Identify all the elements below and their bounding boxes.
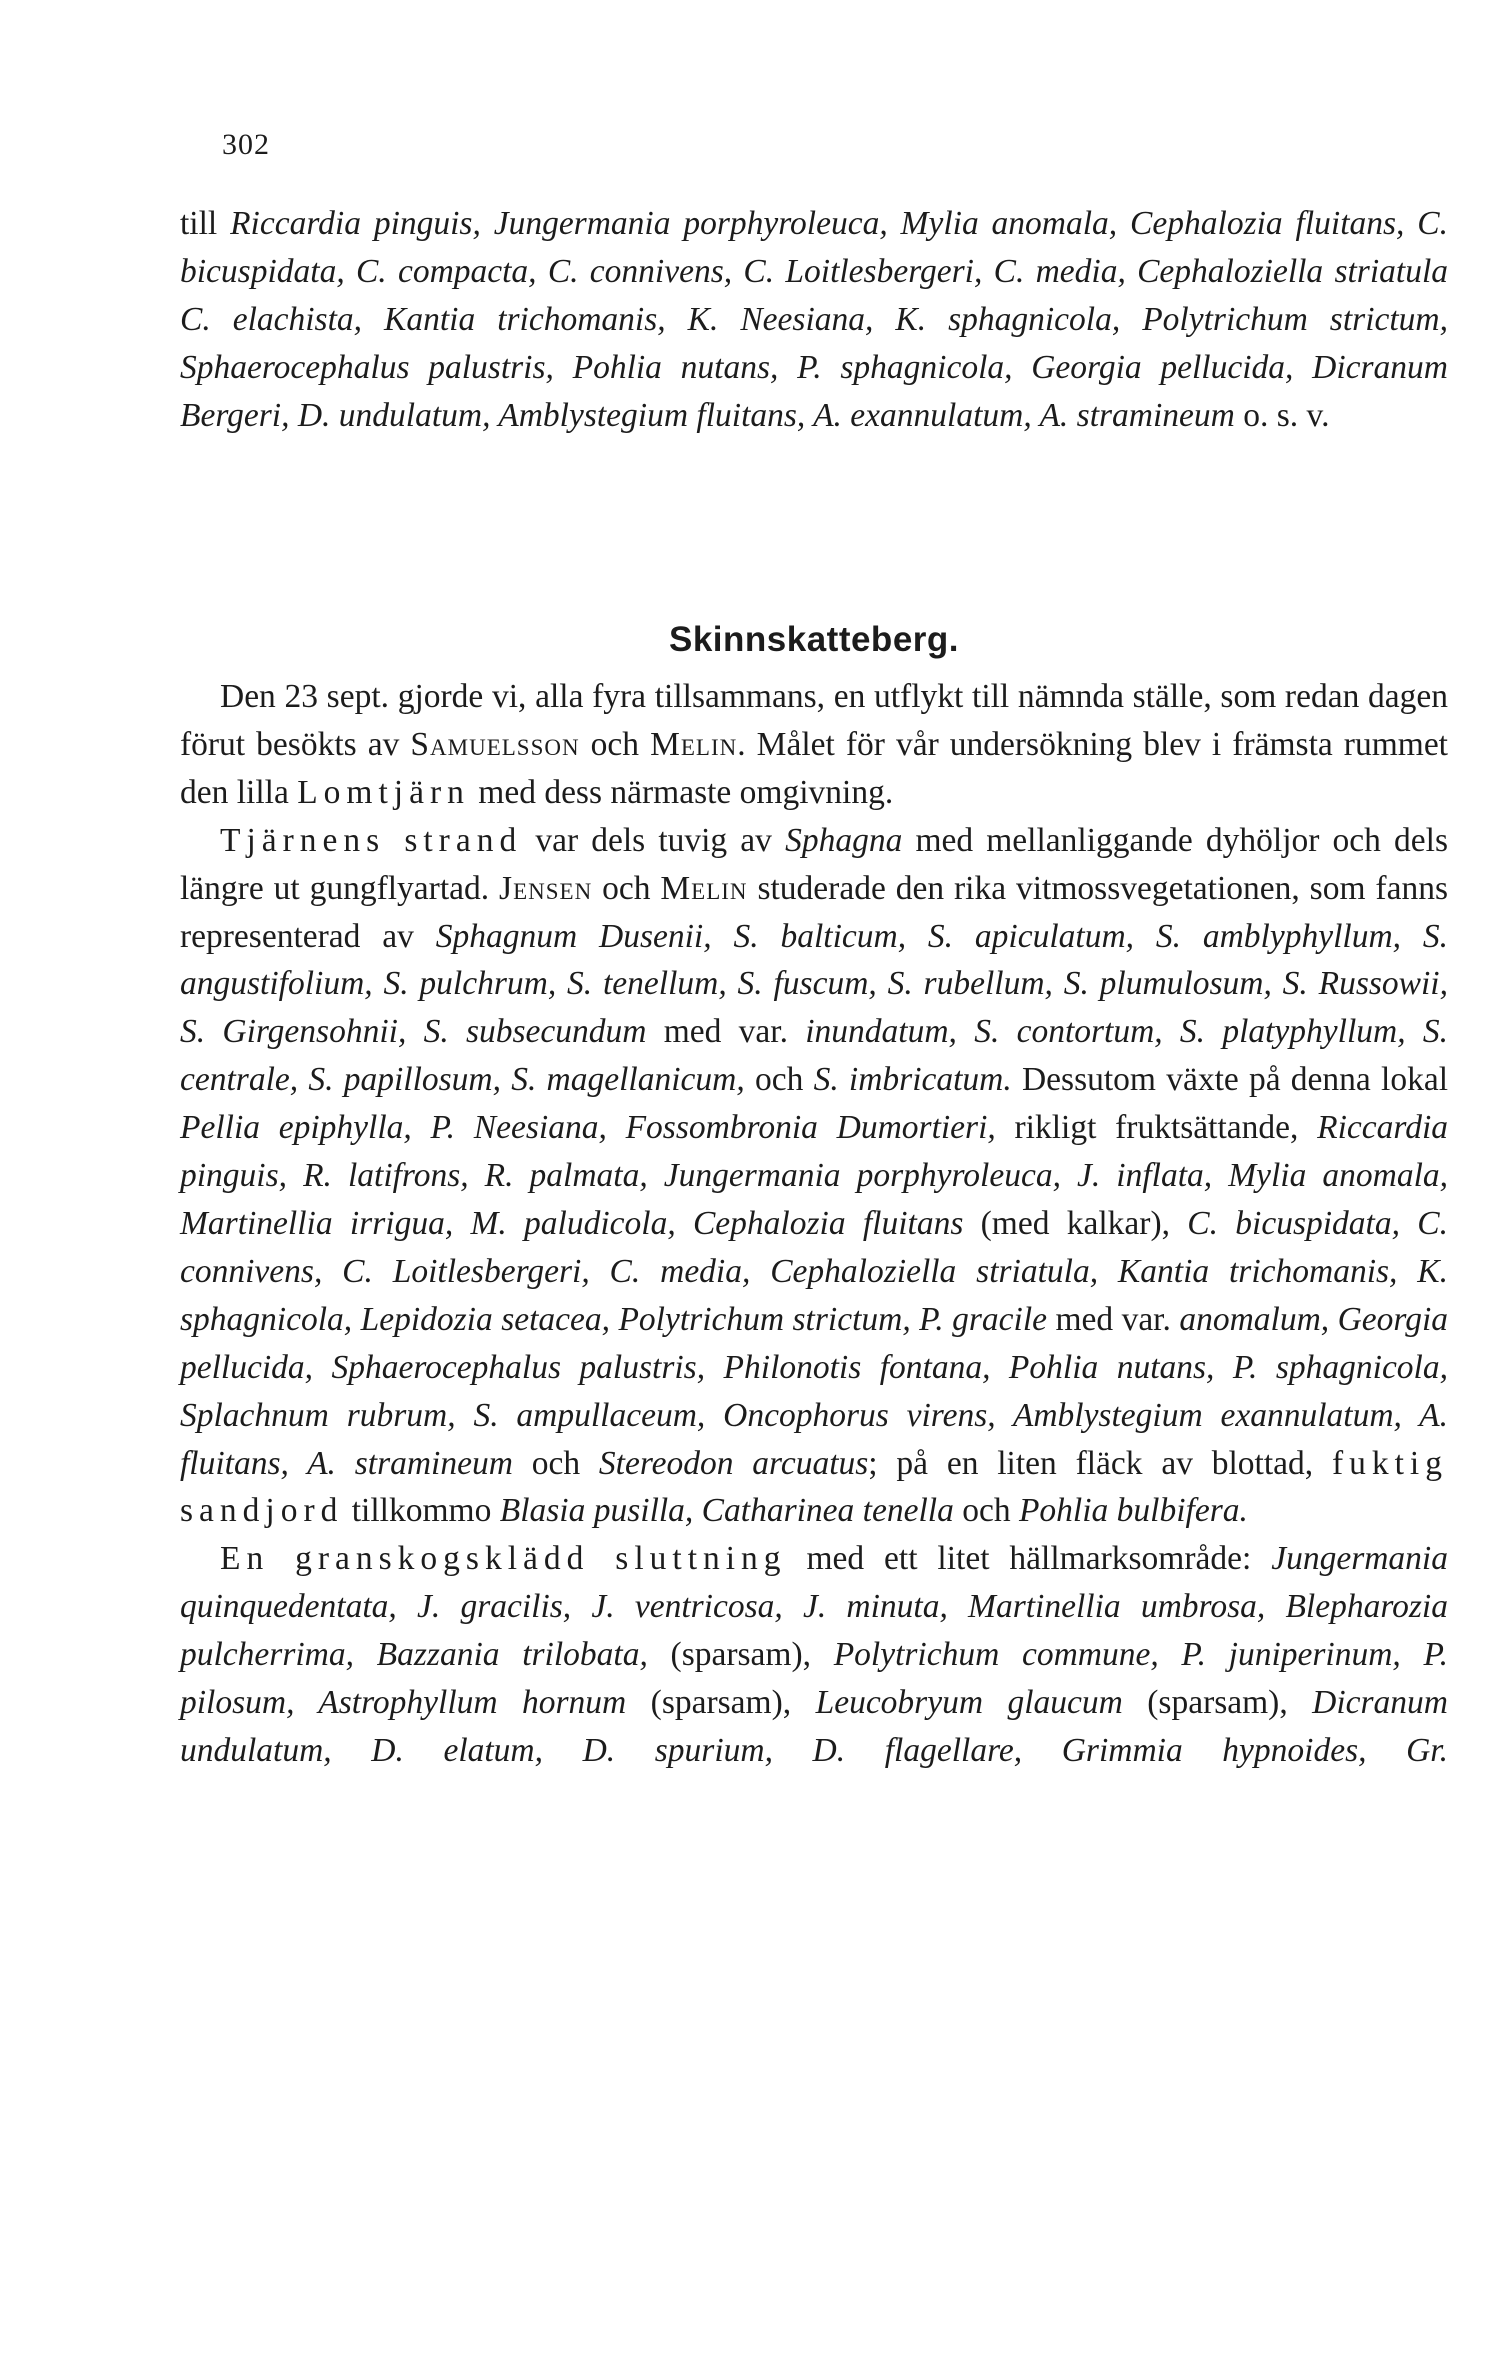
text-run: och: [744, 1061, 814, 1099]
species-name: Pohlia bulbifera.: [1018, 1492, 1248, 1530]
text-run: tillkommo: [343, 1492, 500, 1530]
species-name: Stereodon arcuatus: [598, 1444, 869, 1482]
author-name: Samuelsson: [410, 725, 580, 763]
species-name: Jungermania quinquedentata, J. gracilis, J. ventricosa, J. minuta, Martinellia umbrosa, Blepharozia pulcherrima, Bazzania trilobata,: [180, 1540, 1448, 1674]
spaced-emphasis: fuktig sandjord: [180, 1444, 1448, 1530]
author-name: Melin: [650, 725, 738, 763]
species-name: Polytrichum commune, P. juniperinum, P. pilosum, Astrophyllum hornum: [180, 1636, 1448, 1722]
text-run: (sparsam),: [647, 1636, 834, 1674]
species-name: C. bicuspidata, C. connivens, C. Loitlesbergeri, C. media, Cephaloziella striatula, Kantia trichomanis, K. sphagnicola, Lepidozia setacea, Polytrichum strictum, P. gracile: [180, 1204, 1448, 1338]
text-run: (med kalkar),: [963, 1204, 1188, 1242]
section-heading: Skinnskatteberg.: [668, 620, 960, 659]
spaced-emphasis: En granskogsklädd sluttning: [220, 1540, 787, 1578]
spaced-emphasis: Lomtjärn: [297, 773, 470, 811]
species-name: Leucobryum glaucum: [815, 1684, 1123, 1722]
text-run: o. s. v.: [1234, 396, 1330, 434]
text-run: rikligt fruktsättande,: [995, 1109, 1318, 1147]
text-run: Dessutom växte på denna lokal: [1011, 1061, 1448, 1099]
species-name: inundatum, S. contortum, S. platyphyllum, S. centrale, S. papillosum, S. magellanicum,: [180, 1013, 1448, 1099]
species-name: Dicranum undulatum, D. elatum, D. spurium, D. flagellare, Grimmia hypnoides, Gr.: [180, 1684, 1449, 1769]
text-run: var dels tuvig av: [522, 821, 786, 859]
species-name: S. imbricatum.: [813, 1061, 1012, 1099]
text-run: och: [953, 1492, 1019, 1530]
text-run: och: [592, 869, 661, 907]
text-run: och: [579, 725, 651, 763]
text-run: med mellanliggande dyhöljor och dels längre ut gungflyartad.: [180, 821, 1448, 907]
text-run: (sparsam),: [626, 1684, 816, 1722]
intro-paragraph-block: [180, 200, 1448, 440]
species-name: Riccardia pinguis, R. latifrons, R. palmata, Jungermania porphyroleuca, J. inflata, Mylia anomala, Martinellia irrigua, M. paludicola, Cephalozia fluitans: [180, 1109, 1448, 1242]
text-run: till: [180, 205, 231, 242]
spaced-emphasis: Tjärnens strand: [220, 821, 523, 859]
species-name: Riccardia pinguis, Jungermania porphyroleuca, Mylia anomala, Cephalozia fluitans, C. bicuspidata, C. compacta, C. connivens, C. Loitlesbergeri, C. media, Cephaloziella striatula C. elachista, Kantia trichomanis, K. Neesiana, K. sphagnicola, Polytrichum strictum, Sphaerocephalus palustris, Pohlia nutans, P. sphagnicola, Georgia pellucida, Dicranum Bergeri, D. undulatum, Amblystegium fluitans, A. exannulatum, A. stramineum: [180, 205, 1448, 434]
text-run: med var.: [646, 1013, 806, 1051]
paragraph-spruce-slope: [180, 1535, 1448, 1775]
section-body: [180, 673, 1448, 1775]
text-run: med ett litet hällmarksområde:: [786, 1540, 1272, 1578]
species-name: Blasia pusilla, Catharinea tenella: [499, 1492, 954, 1530]
author-name: Melin: [660, 869, 748, 907]
paragraph-excursion: [180, 673, 1448, 817]
author-name: Jensen: [499, 869, 593, 907]
text-run: med dess närmaste omgivning.: [469, 773, 894, 811]
text-run: (sparsam),: [1122, 1684, 1313, 1722]
paragraph-shore-vegetation: [180, 817, 1448, 1536]
species-name: anomalum, Georgia pellucida, Sphaerocephalus palustris, Philonotis fontana, Pohlia nutans, P. sphagnicola, Splachnum rubrum, S. ampullaceum, Oncophorus virens, Amblystegium exannulatum, A. fluitans, A. stramineum: [180, 1300, 1449, 1482]
text-run: ; på en liten fläck av blottad,: [868, 1444, 1332, 1482]
text-run: . Målet för vår undersökning blev i främsta rummet den lilla: [180, 725, 1448, 811]
text-run: och: [512, 1444, 599, 1482]
text-run: med var.: [1047, 1300, 1180, 1338]
text-run: studerade den rika vitmossvegetationen, som fanns representerad av: [180, 869, 1448, 955]
species-name: Sphagnum Dusenii, S. balticum, S. apiculatum, S. amblyphyllum, S. angustifolium, S. pulchrum, S. tenellum, S. fuscum, S. rubellum, S. plumulosum, S. Russowii, S. Girgensohnii, S. subsecundum: [180, 917, 1448, 1051]
intro-paragraph: [180, 200, 1448, 440]
species-name: Pellia epiphylla, P. Neesiana, Fossombronia Dumortieri,: [180, 1109, 996, 1147]
text-run: Den 23 sept. gjorde vi, alla fyra tillsammans, en utflykt till nämnda ställe, som redan dagen förut besökts av: [180, 678, 1448, 763]
page-number: 302: [222, 128, 270, 161]
species-name: Sphagna: [785, 821, 903, 859]
